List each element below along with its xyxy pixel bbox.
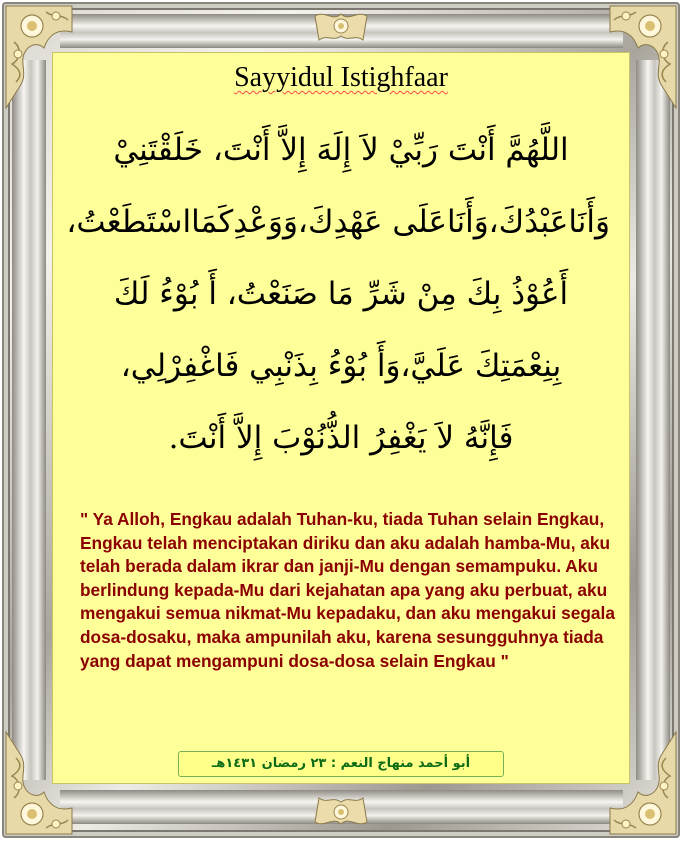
arabic-line: وَأَنَاعَبْدُكَ،وَأَنَاعَلَى عَهْدِكَ،وَوَعْدِكَمَااسْتَطَعْتُ، <box>66 204 610 240</box>
translation-paragraph: " Ya Alloh, Engkau adalah Tuhan-ku, tiada Tuhan selain Engkau, Engkau telah menciptakan diriku dan aku adalah hamba-Mu, aku telah berada dalam ikrar dan janji-Mu dengan semampuku. Aku berlindung kepada-Mu dari kejahatan apa yang aku perbuat, aku mengakui semua nikmat-Mu kepadaku, dan aku mengakui segala dosa-dosaku, maka ampunilah aku, karena sesungguhnya tiada yang dapat mengampuni dosa-dosa selain Engkau " <box>80 509 615 671</box>
arabic-line: فَإِنَّهُ لاَ يَغْفِرُ الذُّنُوْبَ إِلاَّ أَنْتَ. <box>168 420 514 456</box>
arabic-line: بِنِعْمَتِكَ عَلَيَّ،وَأَ بُوْءُ بِذَنْبِي فَاغْفِرْلِي، <box>120 348 562 384</box>
page-title: Sayyidul Istighfaar <box>234 62 448 93</box>
ornamental-edge-icon <box>311 8 371 48</box>
author-signature-box: أبو أحمد منهاج النعم : ٢٣ رمضان ١٤٣١هـ <box>178 751 504 777</box>
frame-right-rail <box>636 60 670 780</box>
content-panel <box>52 52 630 784</box>
ornamental-edge-icon <box>311 790 371 830</box>
arabic-line: أَعُوْذُ بِكَ مِنْ شَرِّ مَا صَنَعْتُ، أَ بُوْءُ لَكَ <box>113 276 569 312</box>
frame-left-rail <box>12 60 46 780</box>
arabic-text-block <box>66 114 610 474</box>
arabic-line: اللَّهُمَّ أَنْتَ رَبِّيْ لاَ إِلَهَ إِلاَّ أَنْتَ، خَلَقْتَنِيْ <box>113 132 569 168</box>
